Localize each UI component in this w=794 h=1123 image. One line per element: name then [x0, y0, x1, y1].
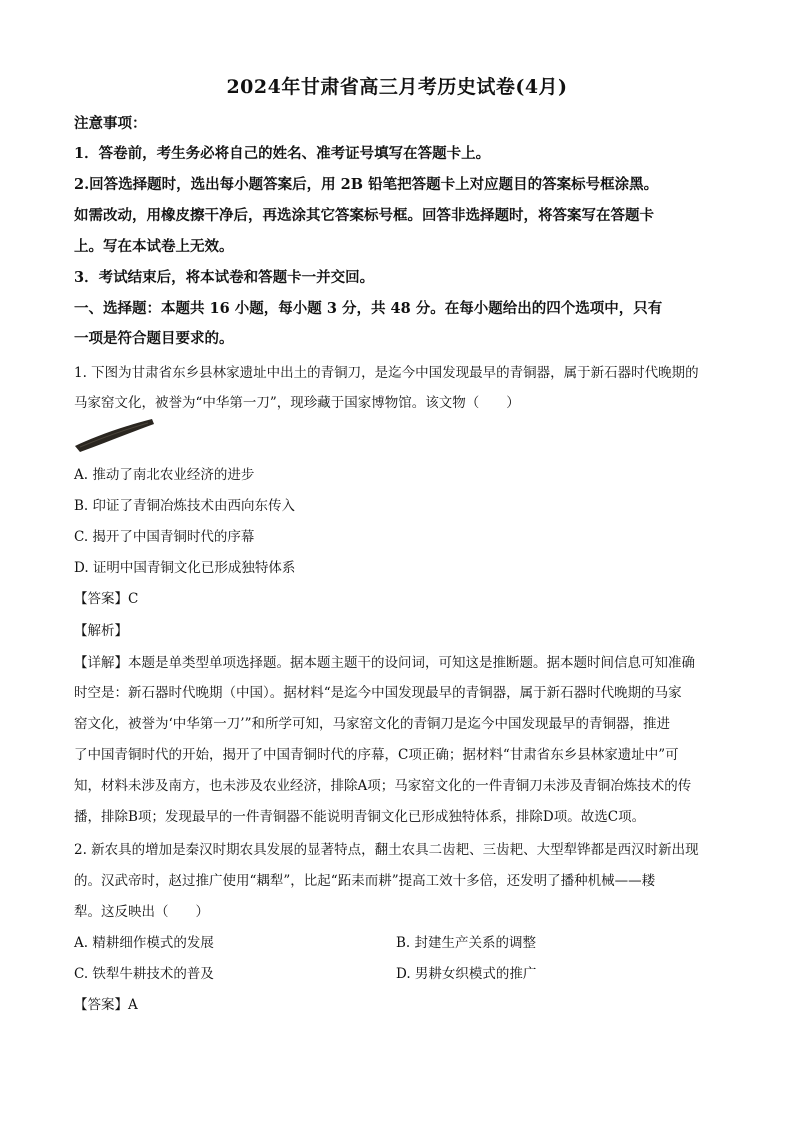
page-title: 2024年甘肃省高三月考历史试卷(4月): [226, 76, 568, 98]
q2-option-d: D. 男耕女织模式的推广: [396, 966, 537, 982]
notice-item-1: 1．答卷前，考生务必将自己的姓名、准考证号填写在答题卡上。: [74, 145, 491, 162]
notice-heading: 注意事项：: [74, 115, 147, 132]
q2-option-a: A. 精耕细作模式的发展: [74, 935, 214, 951]
q1-option-a: A. 推动了南北农业经济的进步: [74, 467, 255, 483]
q2-answer: 【答案】A: [74, 997, 138, 1013]
notice-item-2-line-3: 上。写在本试卷上无效。: [74, 238, 234, 255]
q1-stem-line-2: 马家窑文化，被誉为“中华第一刀”，现珍藏于国家博物馆。该文物（ ）: [74, 395, 520, 411]
q1-detail-line-6: 播，排除B项；发现最早的一件青铜器不能说明青铜文化已形成独特体系，排除D项。故选C项。: [74, 809, 646, 825]
notice-item-2-line-2: 如需改动，用橡皮擦干净后，再选涂其它答案标号框。回答非选择题时，将答案写在答题卡: [74, 207, 654, 224]
q1-option-d: D. 证明中国青铜文化已形成独特体系: [74, 560, 296, 576]
q1-detail-line-5: 知，材料未涉及南方，也未涉及农业经济，排除A项；马家窑文化的一件青铜刀未涉及青铜冶炼技术的传: [74, 778, 692, 794]
notice-item-2-line-1: 2.回答选择题时，选出每小题答案后，用 2B 铅笔把答题卡上对应题目的答案标号框涂黑。: [74, 176, 659, 193]
q1-answer: 【答案】C: [74, 591, 139, 607]
q1-option-b: B. 印证了青铜冶炼技术由西向东传入: [74, 498, 296, 514]
q1-detail-line-3: 窑文化，被誉为‘中华第一刀’”和所学可知，马家窑文化的青铜刀是迄今中国发现最早的青铜器，推进: [74, 716, 670, 732]
q1-option-c: C. 揭开了中国青铜时代的序幕: [74, 529, 255, 545]
q2-stem-line-2: 的。汉武帝时，赵过推广使用“耦犁”，比起“跖耒而耕”提高工效十多倍，还发明了播种机械——耧: [74, 873, 656, 889]
q2-stem-line-3: 犁。这反映出（ ）: [74, 904, 209, 920]
q1-detail-line-2: 时空是：新石器时代晚期（中国）。据材料“是迄今中国发现最早的青铜器，属于新石器时代晚期的马家: [74, 685, 682, 701]
section-heading-line-1: 一、选择题：本题共 16 小题，每小题 3 分，共 48 分。在每小题给出的四个选项中，只有: [74, 300, 663, 317]
q2-stem-line-1: 2. 新农具的增加是秦汉时期农具发展的显著特点，翻土农具二齿耙、三齿耙、大型犁铧都是西汉时新出现: [74, 842, 699, 858]
q1-analysis-label: 【解析】: [74, 623, 128, 639]
q1-stem-line-1: 1. 下图为甘肃省东乡县林家遗址中出土的青铜刀，是迄今中国发现最早的青铜器，属于新石器时代晚期的: [74, 365, 699, 381]
q2-option-c: C. 铁犁牛耕技术的普及: [74, 966, 214, 982]
bronze-knife-image: [72, 416, 156, 456]
notice-item-3: 3．考试结束后，将本试卷和答题卡一并交回。: [74, 269, 375, 286]
q1-detail-line-4: 了中国青铜时代的开始，揭开了中国青铜时代的序幕，C项正确；据材料“甘肃省东乡县林家遗址中”可: [74, 747, 679, 763]
q1-detail-line-1: 【详解】本题是单类型单项选择题。据本题主题干的设问词，可知这是推断题。据本题时间信息可知准确: [74, 655, 695, 671]
q2-option-b: B. 封建生产关系的调整: [396, 935, 537, 951]
section-heading-line-2: 一项是符合题目要求的。: [74, 330, 234, 347]
